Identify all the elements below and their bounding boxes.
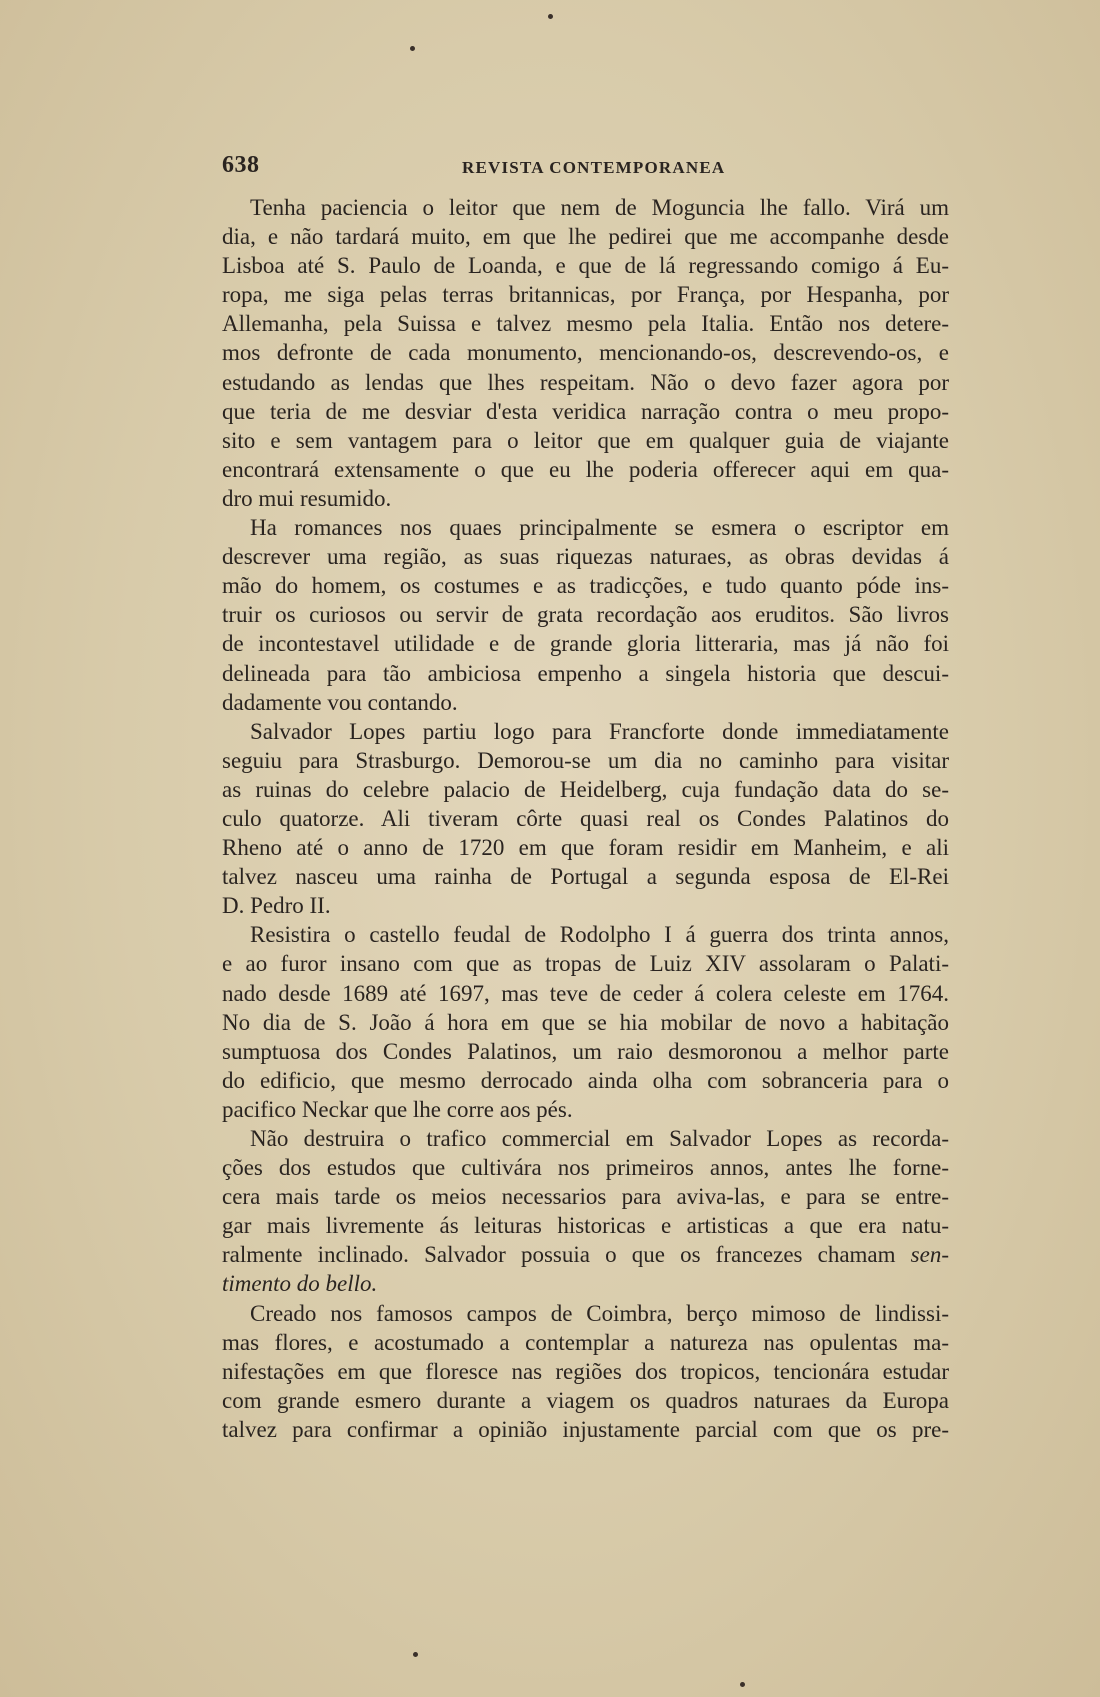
text-line: mão do homem, os costumes e as tradicções, e tudo quanto póde ins- xyxy=(222,573,949,599)
text-line: No dia de S. João á hora em que se hia mobilar de novo a habitação xyxy=(222,1009,949,1035)
text-line: Rheno até o anno de 1720 em que foram residir em Manheim, e ali xyxy=(222,835,949,861)
text-line: nado desde 1689 até 1697, mas teve de ceder á colera celeste em 1764. xyxy=(222,980,949,1006)
italic-phrase: timento do bello. xyxy=(222,1271,378,1297)
body-text xyxy=(222,193,949,1444)
text-line: com grande esmero durante a viagem os quadros naturaes da Europa xyxy=(222,1387,949,1413)
ink-speck xyxy=(413,1652,418,1657)
text-line: Resistira o castello feudal de Rodolpho I á guerra dos trinta annos, xyxy=(250,922,949,948)
text-line: talvez para confirmar a opinião injustamente parcial com que os pre- xyxy=(222,1416,949,1442)
text-line: truir os curiosos ou servir de grata recordação aos eruditos. São livros xyxy=(222,602,949,628)
text-line: dia, e não tardará muito, em que lhe pedirei que me accompanhe desde xyxy=(222,224,949,250)
text-line: cera mais tarde os meios necessarios para aviva-las, e para se entre- xyxy=(222,1184,949,1210)
text-line: Allemanha, pela Suissa e talvez mesmo pela Italia. Então nos detere- xyxy=(222,311,949,337)
text-line: mas flores, e acostumado a contemplar a natureza nas opulentas ma- xyxy=(222,1329,949,1355)
text-line: dadamente vou contando. xyxy=(222,689,458,715)
text-line: que teria de me desviar d'esta veridica narração contra o meu propo- xyxy=(222,398,949,424)
ink-speck xyxy=(740,1682,745,1687)
text-line: as ruinas do celebre palacio de Heidelberg, cuja fundação data do se- xyxy=(222,776,949,802)
text-line: dro mui resumido. xyxy=(222,485,392,511)
text-line: mos defronte de cada monumento, mencionando-os, descrevendo-os, e xyxy=(222,340,949,366)
text-line: Não destruira o trafico commercial em Salvador Lopes as recorda- xyxy=(250,1126,949,1151)
text-line: Creado nos famosos campos de Coimbra, berço mimoso de lindissi- xyxy=(250,1300,949,1326)
text-line: sumptuosa dos Condes Palatinos, um raio desmoronou a melhor parte xyxy=(222,1038,949,1064)
text-line: delineada para tão ambiciosa empenho a singela historia que descui- xyxy=(222,660,949,686)
text-line: nifestações em que floresce nas regiões dos tropicos, tencionára estudar xyxy=(222,1358,949,1384)
page-header xyxy=(222,152,949,182)
text-line: Salvador Lopes partiu logo para Francforte donde immediatamente xyxy=(250,718,949,744)
page-number: 638 xyxy=(222,152,260,178)
text-line: culo quatorze. Ali tiveram côrte quasi real os Condes Palatinos do xyxy=(222,805,949,831)
text-line: sito e sem vantagem para o leitor que em qualquer guia de viajante xyxy=(222,427,949,453)
text-line: pacifico Neckar que lhe corre aos pés. xyxy=(222,1096,573,1122)
text-line: seguiu para Strasburgo. Demorou-se um dia no caminho para visitar xyxy=(222,747,949,773)
text-line: encontrará extensamente o que eu lhe poderia offerecer aqui em qua- xyxy=(222,456,949,482)
ink-speck xyxy=(548,14,553,19)
text-line: ções dos estudos que cultivára nos primeiros annos, antes lhe forne- xyxy=(222,1155,949,1181)
text-line xyxy=(222,1269,949,1298)
text-line: de incontestavel utilidade e de grande gloria litteraria, mas já não foi xyxy=(222,631,949,657)
text-line: estudando as lendas que lhes respeitam. Não o devo fazer agora por xyxy=(222,369,949,395)
italic-phrase: sen- xyxy=(910,1242,949,1268)
text-line: Ha romances nos quaes principalmente se esmera o escriptor em xyxy=(250,515,949,541)
ink-speck xyxy=(410,46,415,51)
text-line: talvez nasceu uma rainha de Portugal a segunda esposa de El-Rei xyxy=(222,864,949,890)
text-segment: ralmente inclinado. Salvador possuia o que os francezes chamam xyxy=(222,1242,896,1268)
text-line: D. Pedro II. xyxy=(222,893,331,919)
text-line: descrever uma região, as suas riquezas naturaes, as obras devidas á xyxy=(222,544,949,570)
running-title: REVISTA CONTEMPORANEA xyxy=(462,158,726,177)
text-line: e ao furor insano com que as tropas de Luiz XIV assolaram o Palati- xyxy=(222,951,949,977)
text-line: Tenha paciencia o leitor que nem de Moguncia lhe fallo. Virá um xyxy=(250,195,949,220)
text-line xyxy=(222,1240,949,1269)
text-line: gar mais livremente ás leituras historicas e artisticas a que era natu- xyxy=(222,1213,949,1239)
text-line: ropa, me siga pelas terras britannicas, por França, por Hespanha, por xyxy=(222,282,949,308)
text-line: Lisboa até S. Paulo de Loanda, e que de lá regressando comigo á Eu- xyxy=(222,253,949,279)
text-line: do edificio, que mesmo derrocado ainda olha com sobranceria para o xyxy=(222,1067,949,1093)
